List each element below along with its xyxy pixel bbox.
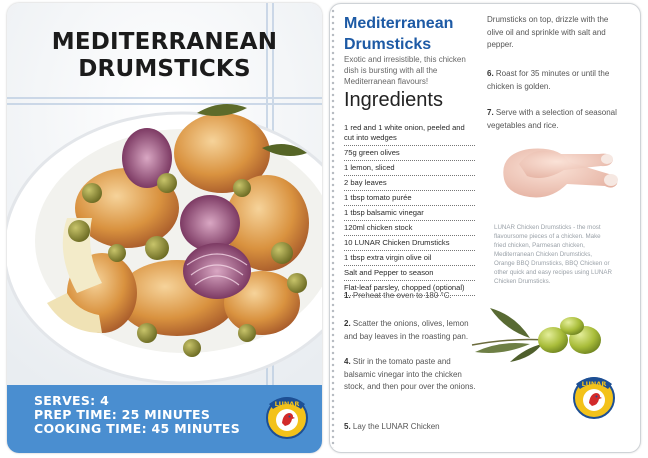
step-number: 6. (487, 69, 494, 78)
ingredient-item: 1 tbsp balsamic vinegar (344, 206, 475, 221)
step-text: Serve with a selection of seasonal vegetables and rice. (487, 108, 617, 130)
step-number: 1. (344, 291, 351, 300)
recipe-card-front (7, 3, 322, 453)
step-text: Lay the LUNAR Chicken (352, 422, 440, 431)
ingredient-item: Salt and Pepper to season (344, 266, 475, 281)
step-text: Roast for 35 minutes or until the chicken is golden. (487, 69, 610, 91)
method-step (487, 68, 617, 93)
title-line-1: MEDITERRANEAN (51, 29, 278, 55)
recipe-heading (344, 13, 494, 55)
ingredient-item: 1 lemon, sliced (344, 161, 475, 176)
step-text: Scatter the onions, olives, lemon and bay leaves in the roasting pan. (344, 319, 469, 341)
recipe-intro: Exotic and irresistible, this chicken dish is bursting with all the Mediterranean flavours! (344, 55, 466, 86)
lunar-logo-back (572, 372, 616, 422)
step-text: Drumsticks on top, drizzle with the olive oil and sprinkle with salt and pepper. (487, 15, 609, 49)
recipe-title-overlay (7, 29, 322, 83)
ingredients-heading: Ingredients (344, 89, 443, 111)
olive-branch-image (470, 300, 620, 365)
step-number: 7. (487, 108, 494, 117)
method-step (344, 356, 476, 394)
ingredient-item: 2 bay leaves (344, 176, 475, 191)
ingredient-item: 1 red and 1 white onion, peeled and cut into wedges (344, 121, 475, 146)
drumsticks-caption: LUNAR Chicken Drumsticks - the most flavoursome pieces of a chicken. Make fried chicken, Parmesan chicken, Mediterranean Chicken Drumsticks, Orange BBQ Drumsticks, BBQ Chicken or other quick and easy recipes using LUNAR Chicken Drumsticks. (494, 224, 612, 285)
logo-brand-text: LUNAR (581, 380, 607, 388)
ingredient-item: 75g green olives (344, 146, 475, 161)
prep-time-text: PREP TIME: 25 MINUTES (34, 407, 211, 422)
lunar-logo (265, 392, 309, 442)
ingredients-list (344, 121, 475, 296)
method-step (487, 14, 617, 52)
step-text: Preheat the oven to 180 °C. (352, 291, 452, 300)
method-step (344, 290, 484, 303)
ingredient-item: 10 LUNAR Chicken Drumsticks (344, 236, 475, 251)
raw-drumsticks-image (489, 134, 629, 209)
ingredient-item: 1 tbsp tomato purée (344, 191, 475, 206)
method-step (487, 107, 622, 132)
ingredient-item: 1 tbsp extra virgin olive oil (344, 251, 475, 266)
ingredient-item: 120ml chicken stock (344, 221, 475, 236)
logo-brand-text: LUNAR (274, 400, 300, 408)
step-text: Stir in the tomato paste and balsamic vinegar into the chicken stock, and then pour over the onions. (344, 357, 476, 391)
perforation-edge (331, 8, 335, 448)
recipe-heading-line-2: Drumsticks (344, 36, 432, 53)
step-number: 4. (344, 357, 351, 366)
method-step (344, 421, 484, 434)
recipe-heading-line-1: Mediterranean (344, 15, 454, 32)
method-step (344, 318, 480, 343)
step-number: 5. (344, 422, 351, 431)
cooking-time-text: COOKING TIME: 45 MINUTES (34, 421, 241, 436)
title-line-2: DRUMSTICKS (78, 56, 251, 82)
step-number: 2. (344, 319, 351, 328)
serves-text: SERVES: 4 (34, 393, 110, 408)
ingredient-item: Flat-leaf parsley, chopped (optional) (344, 281, 475, 296)
